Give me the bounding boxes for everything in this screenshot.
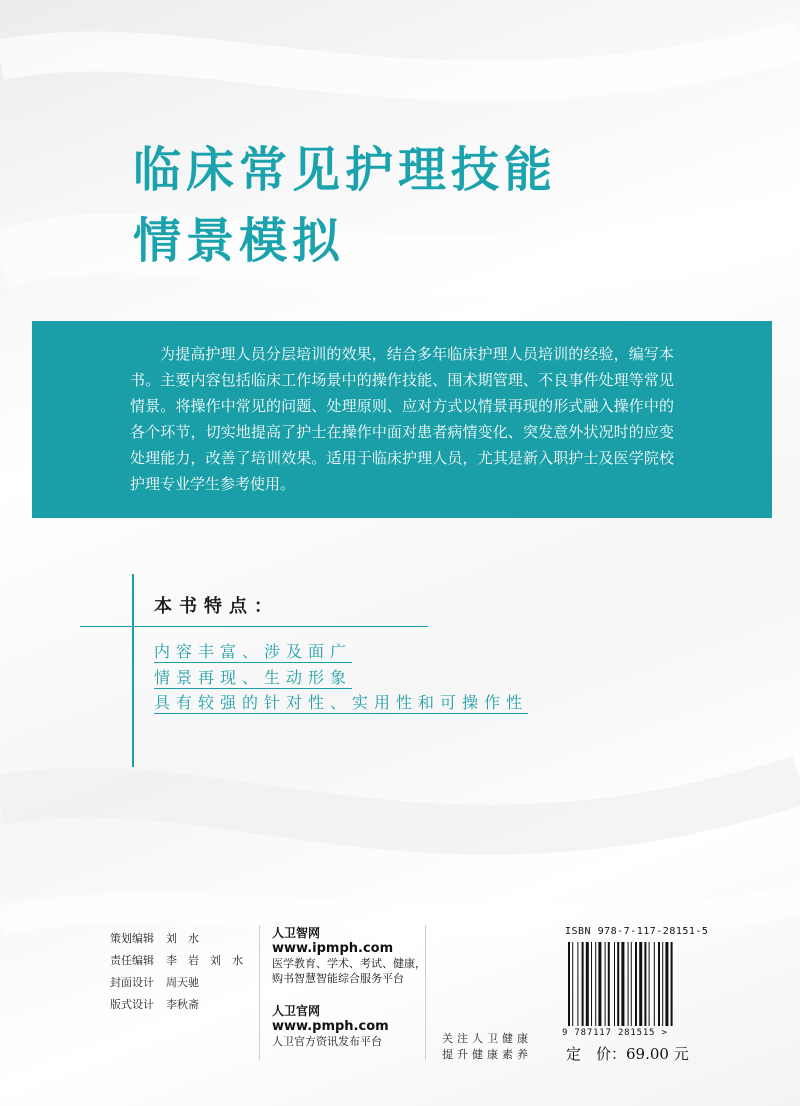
- barcode-bar: [658, 942, 660, 1026]
- barcode-bar: [671, 942, 673, 1026]
- barcode-bar: [572, 942, 573, 1026]
- description-box: [32, 321, 772, 518]
- barcode-bar: [639, 942, 642, 1026]
- barcode-bar: [665, 942, 668, 1026]
- price: 定 价：69.00 元: [566, 1045, 689, 1063]
- editor-row: [110, 952, 243, 968]
- site1-name: 人卫智网: [272, 926, 321, 940]
- editor-row: [110, 930, 199, 946]
- publisher-site2: [272, 1004, 389, 1049]
- feature-item: 内容丰富、涉及面广: [154, 642, 353, 661]
- barcode-bar: [654, 942, 655, 1026]
- barcode-bar: [595, 942, 596, 1026]
- barcode-bar: [608, 942, 610, 1026]
- site1-desc2: 购书智慧智能综合服务平台: [272, 972, 404, 985]
- site2-url[interactable]: www.pmph.com: [272, 1019, 389, 1034]
- barcode-digits: 9 787117 281515 >: [562, 1028, 668, 1038]
- editor-name: 周天驰: [166, 976, 199, 989]
- barcode-bar: [617, 942, 619, 1026]
- book-title-line2: 情景模拟: [133, 213, 346, 269]
- slogan-line2: 提升健康素养: [442, 1048, 532, 1061]
- site2-desc: 人卫官方资讯发布平台: [272, 1035, 382, 1048]
- book-title-line1: 临床常见护理技能: [133, 142, 558, 198]
- editor-name: 李 岩 刘 水: [166, 954, 243, 967]
- barcode-bar: [631, 942, 632, 1026]
- feature-item: 具有较强的针对性、实用性和可操作性: [154, 693, 529, 712]
- site1-url[interactable]: www.ipmph.com: [272, 941, 394, 956]
- barcode-bar: [568, 942, 570, 1026]
- features-heading: 本书特点：: [154, 596, 279, 617]
- barcode-bar: [635, 942, 637, 1026]
- editor-role: 版式设计: [110, 998, 154, 1011]
- isbn-label: ISBN 978-7-117-28151-5: [565, 926, 709, 937]
- editor-role: 封面设计: [110, 976, 154, 989]
- barcode-bar: [649, 942, 650, 1026]
- barcode-bar: [614, 942, 615, 1026]
- editor-row: [110, 974, 199, 990]
- slogan-line1: 关注人卫健康: [442, 1032, 532, 1045]
- barcode-bar: [621, 942, 624, 1026]
- features-vertical-rule: [132, 574, 134, 767]
- barcode-bar: [591, 942, 592, 1026]
- barcode-bar: [644, 942, 646, 1026]
- editor-name: 李秋斋: [166, 998, 199, 1011]
- editor-role: 策划编辑: [110, 932, 154, 945]
- barcode-bar: [605, 942, 606, 1026]
- editor-row: [110, 996, 199, 1012]
- barcode-bar: [662, 942, 663, 1026]
- barcode-bar: [577, 942, 578, 1026]
- publisher-site1: [272, 926, 426, 986]
- barcode-bar: [628, 942, 629, 1026]
- barcode-bar: [582, 942, 584, 1026]
- site2-name: 人卫官网: [272, 1004, 321, 1018]
- barcode-image: [566, 942, 690, 1028]
- barcode-bar: [598, 942, 601, 1026]
- description-text: 为提高护理人员分层培训的效果，结合多年临床护理人员培训的经验，编写本书。主要内容包括临床工作场景中的操作技能、围术期管理、不良事件处理等常见情景。将操作中常见的问题、处理原则、应对方式以情景再现的形式融入操作中的各个环节，切实地提高了护士在操作中面对患者病情变化、突发意外状况时的应变处理能力，改善了培训效果。适用于临床护理人员，尤其是新入职护士及医学院校护理专业学生参考使用。: [130, 345, 674, 493]
- editor-role: 责任编辑: [110, 954, 154, 967]
- editor-name: 刘 水: [166, 932, 199, 945]
- column-divider: [259, 925, 260, 1060]
- features-horizontal-rule: [80, 626, 428, 627]
- site1-desc1: 医学教育、学术、考试、健康，: [272, 957, 426, 970]
- feature-item: 情景再现、生动形象: [154, 668, 353, 687]
- barcode-bar: [586, 942, 589, 1026]
